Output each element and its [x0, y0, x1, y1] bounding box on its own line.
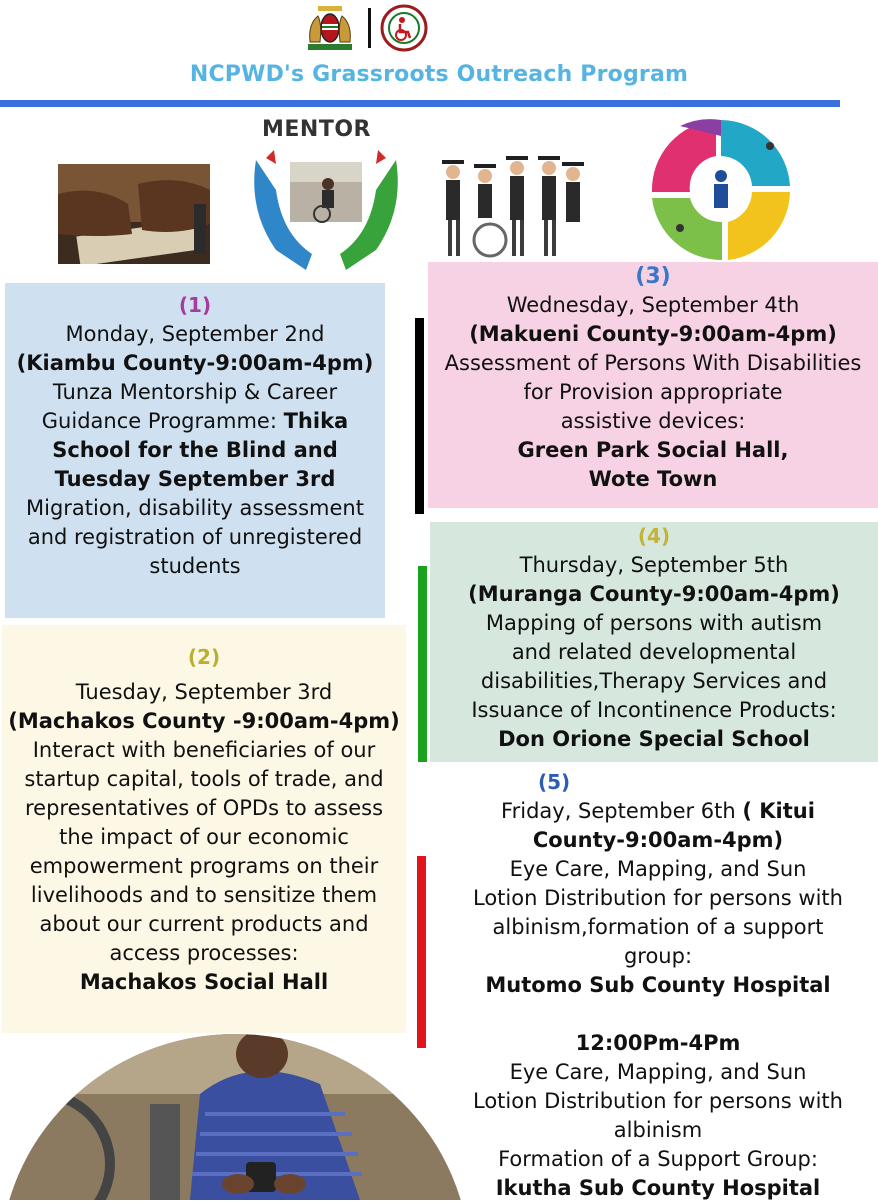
braille-reading-image: [58, 164, 210, 264]
event-line: Assessment of Persons With Disabilities: [444, 351, 862, 375]
event-line: about our current products and: [39, 912, 369, 936]
event-line-part-bold: ( Kitui: [742, 799, 815, 823]
event-line: albinism,formation of a support: [492, 915, 824, 939]
inclusion-circle-image: [640, 116, 802, 264]
ncpwd-logo-icon: [382, 6, 426, 50]
accent-bar-green: [418, 566, 427, 762]
event-number: (5): [538, 770, 571, 794]
event-line: Don Orione Special School: [498, 727, 810, 751]
event-line: Monday, September 2nd: [65, 322, 325, 346]
page-title: NCPWD's Grassroots Outreach Program: [189, 62, 689, 87]
event-line: Thursday, September 5th: [519, 553, 789, 577]
event-line: Lotion Distribution for persons with: [473, 886, 843, 910]
kenya-coat-of-arms-icon: [300, 2, 440, 54]
event-number: (1): [178, 293, 212, 317]
event-number: (2): [187, 645, 221, 669]
header-logos: [300, 2, 440, 54]
event-line: access processes:: [109, 941, 299, 965]
event-line: (Makueni County-9:00am-4pm): [469, 322, 837, 346]
event-line: Eye Care, Mapping, and Sun: [509, 857, 807, 881]
accent-bar-black: [415, 318, 424, 514]
event-line: livelihoods and to sensitize them: [30, 883, 378, 907]
event-line: Tuesday, September 3rd: [75, 680, 333, 704]
event-line: and registration of unregistered: [27, 525, 363, 549]
event-line: startup capital, tools of trade, and: [24, 767, 384, 791]
accent-bar-red: [417, 856, 426, 1048]
event-line: 12:00Pm-4Pm: [575, 1031, 741, 1055]
event-line-part: Friday, September 6th: [501, 799, 743, 823]
event-line: group:: [623, 944, 693, 968]
event-box-5: [438, 768, 878, 1200]
event-line-mixed: [5, 407, 385, 436]
event-line: County-9:00am-4pm): [532, 828, 784, 852]
event-line: Tuesday September 3rd: [54, 467, 336, 491]
event-number: (4): [637, 524, 671, 548]
event-line: (Kiambu County-9:00am-4pm): [16, 351, 374, 375]
mentor-label: MENTOR: [262, 117, 371, 142]
event-number: (3): [635, 264, 671, 289]
title-underline: [0, 100, 840, 107]
event-line: Formation of a Support Group:: [498, 1147, 818, 1171]
event-line: and related developmental: [511, 640, 797, 664]
event-line: disabilities,Therapy Services and: [480, 669, 828, 693]
event-line-blank: [438, 1000, 878, 1029]
event-line: the impact of our economic: [59, 825, 349, 849]
event-line: Issuance of Incontinence Products:: [471, 698, 837, 722]
event-line: Eye Care, Mapping, and Sun: [509, 1060, 807, 1084]
event-line: representatives of OPDs to assess: [24, 796, 384, 820]
event-line: Mutomo Sub County Hospital: [485, 973, 831, 997]
supporting-hands-image: [246, 150, 406, 272]
event-box-3: [428, 262, 878, 508]
event-line: Mapping of persons with autism: [485, 611, 823, 635]
event-line: students: [149, 554, 241, 578]
event-line: Wote Town: [588, 467, 718, 491]
event-line: for Provision appropriate: [523, 380, 783, 404]
event-line: Wednesday, September 4th: [506, 293, 800, 317]
event-line: empowerment programs on their: [29, 854, 379, 878]
event-line-part: Guidance Programme:: [41, 409, 284, 433]
event-box-1: [5, 283, 385, 618]
event-line: School for the Blind and: [52, 438, 338, 462]
event-line: (Machakos County -9:00am-4pm): [8, 709, 400, 733]
event-box-2: [2, 625, 406, 1033]
event-line: albinism: [613, 1118, 703, 1142]
event-line: assistive devices:: [560, 409, 746, 433]
event-line: Tunza Mentorship & Career: [52, 380, 338, 404]
event-line: (Muranga County-9:00am-4pm): [468, 582, 840, 606]
event-line: Ikutha Sub County Hospital: [495, 1176, 821, 1200]
woman-with-phone-image: [0, 1034, 470, 1200]
graduates-image: [434, 152, 588, 264]
event-line: Interact with beneficiaries of our: [32, 738, 376, 762]
event-line: Green Park Social Hall,: [517, 438, 789, 462]
event-line: Machakos Social Hall: [79, 970, 329, 994]
event-line-part-bold: Thika: [283, 409, 349, 433]
event-line-mixed: [438, 797, 878, 826]
event-line: Migration, disability assessment: [26, 496, 364, 520]
event-box-4: [430, 522, 878, 762]
event-line: Lotion Distribution for persons with: [473, 1089, 843, 1113]
